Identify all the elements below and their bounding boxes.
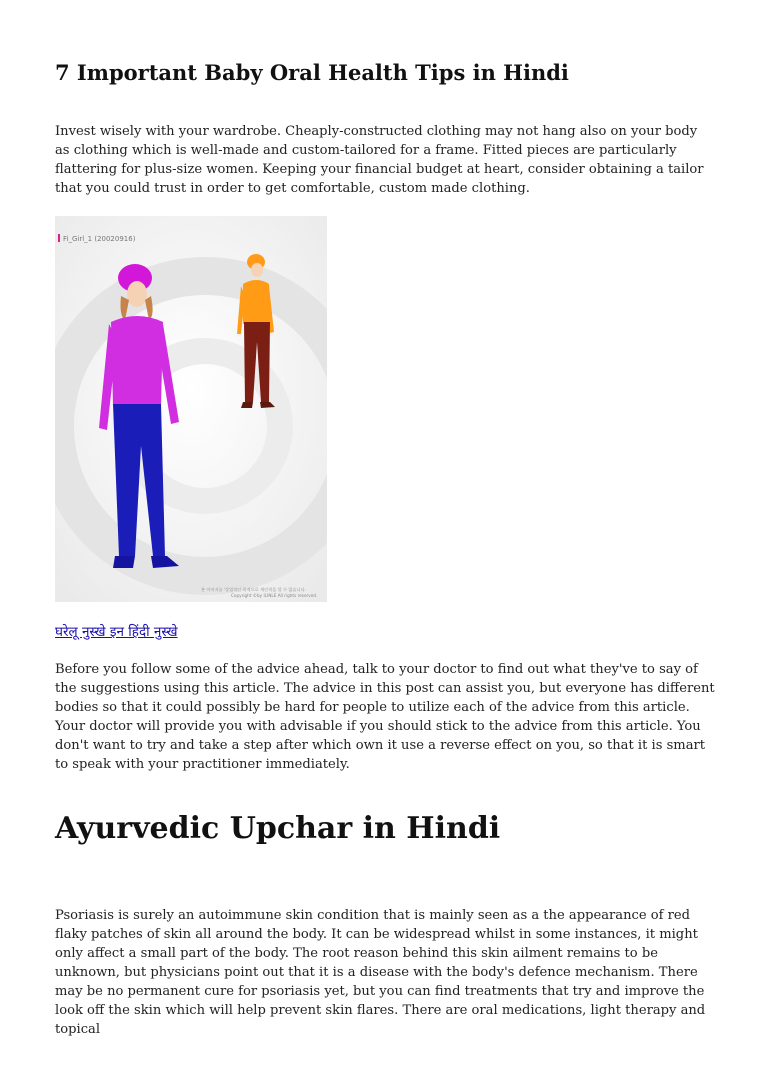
image-tag: Fi_Girl_1 (20020916) bbox=[63, 235, 136, 243]
hindi-remedies-link[interactable]: घरेलू नुस्खे इन हिंदी नुस्खे bbox=[55, 624, 178, 640]
copyright-line-1: 본 이미지를 '상업적인 목적으로 개인적을 할 수 없습니다. bbox=[201, 587, 306, 592]
article-title: 7 Important Baby Oral Health Tips in Hindi bbox=[55, 60, 569, 85]
paragraph-advice: Before you follow some of the advice ahead, talk to your doctor to find out what they've to say of the suggestions using this article. The advice in this post can assist you, but everyone has different bodies so that it could possibly be hard for people to utilize each of the advice from this article. Your doctor will provide you with advisable if you should stick to the advice from this article. You don't want to try and take a step after which own it use a reverse effect on you, so that it is smart to speak with your practitioner immediately. bbox=[55, 662, 715, 772]
fashion-illustration bbox=[55, 216, 327, 602]
paragraph-psoriasis: Psoriasis is surely an autoimmune skin condition that is mainly seen as a the appearance of red flaky patches of skin all around the body. It can be widespread whilst in some instances, it might only affect a small part of the body. The root reason behind this skin ailment remains to be unknown, but physicians point out that it is a disease with the body's defence mechanism. There may be no permanent cure for psoriasis yet, but you can find treatments that try and improve the look off the skin which will help prevent skin flares. There are oral medications, light therapy and topical bbox=[55, 908, 706, 1037]
fashion-illustration-svg bbox=[55, 216, 327, 602]
section-heading: Ayurvedic Upchar in Hindi bbox=[55, 811, 501, 846]
paragraph-wardrobe: Invest wisely with your wardrobe. Cheaply-constructed clothing may not hang also on your body as clothing which is well-made and custom-tailored for a frame. Fitted pieces are particularly flattering for plus-size women. Keeping your financial budget at heart, consider obtaining a tailor that you could trust in order to get comfortable, custom made clothing. bbox=[55, 124, 704, 196]
copyright-line-2: Copyright ©by ILINLE All rights reserved. bbox=[231, 593, 318, 598]
